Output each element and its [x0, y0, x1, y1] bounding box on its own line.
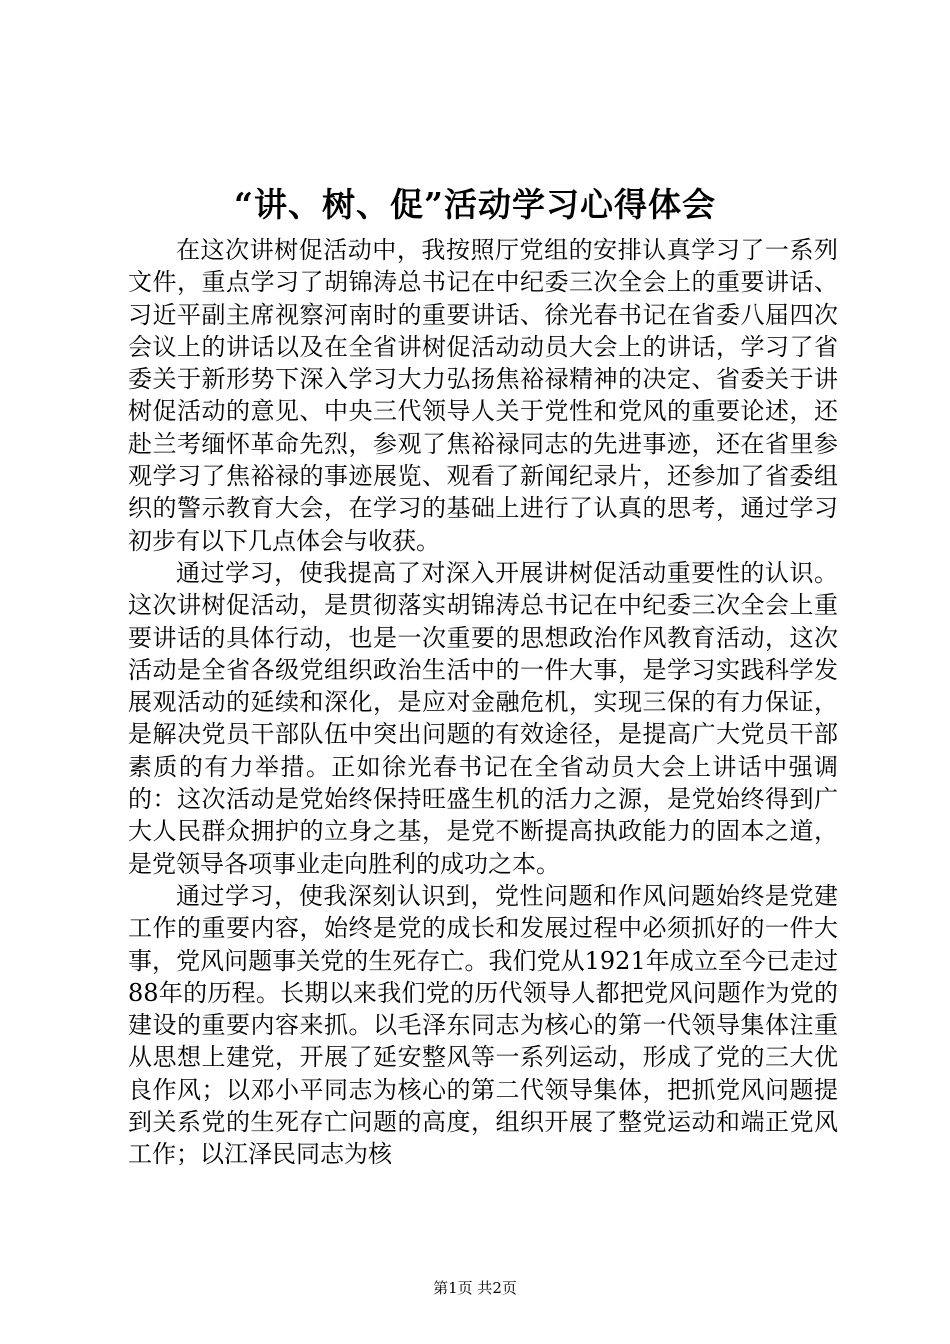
document-body [128, 234, 838, 1171]
page-footer: 第1页 共2页 [433, 1279, 517, 1297]
paragraph-2: 通过学习，使我提高了对深入开展讲树促活动重要性的认识。这次讲树促活动，是贯彻落实胡锦涛总书记在中纪委三次全会上重要讲话的具体行动，也是一次重要的思想政治作风教育活动，这次活动是全省各级党组织政治生活中的一件大事，是学习实践科学发展观活动的延续和深化，是应对金融危机，实现三保的有力保证，是解决党员干部队伍中突出问题的有效途径，是提高广大党员干部素质的有力举措。正如徐光春书记在全省动员大会上讲话中强调的：这次活动是党始终保持旺盛生机的活力之源，是党始终得到广大人民群众拥护的立身之基，是党不断提高执政能力的固本之道，是党领导各项事业走向胜利的成功之本。 [128, 558, 838, 878]
paragraph-3: 通过学习，使我深刻认识到，党性问题和作风问题始终是党建工作的重要内容，始终是党的成长和发展过程中必须抓好的一件大事，党风问题事关党的生死存亡。我们党从1921年成立至今已走过88年的历程。长期以来我们党的历代领导人都把党风问题作为党的建设的重要内容来抓。以毛泽东同志为核心的第一代领导集体注重从思想上建党，开展了延安整风等一系列运动，形成了党的三大优良作风；以邓小平同志为核心的第二代领导集体，把抓党风问题提到关系党的生死存亡问题的高度，组织开展了整党运动和端正党风工作；以江泽民同志为核 [128, 881, 838, 1169]
paragraph-1: 在这次讲树促活动中，我按照厅党组的安排认真学习了一系列文件，重点学习了胡锦涛总书记在中纪委三次全会上的重要讲话、习近平副主席视察河南时的重要讲话、徐光春书记在省委八届四次会议上的讲话以及在全省讲树促活动动员大会上的讲话，学习了省委关于新形势下深入学习大力弘扬焦裕禄精神的决定、省委关于讲树促活动的意见、中央三代领导人关于党性和党风的重要论述，还赴兰考缅怀革命先烈，参观了焦裕禄同志的先进事迹，还在省里参观学习了焦裕禄的事迹展览、观看了新闻纪录片，还参加了省委组织的警示教育大会，在学习的基础上进行了认真的思考，通过学习初步有以下几点体会与收获。 [128, 236, 838, 555]
document-title: “讲、树、促”活动学习心得体会 [234, 185, 716, 224]
